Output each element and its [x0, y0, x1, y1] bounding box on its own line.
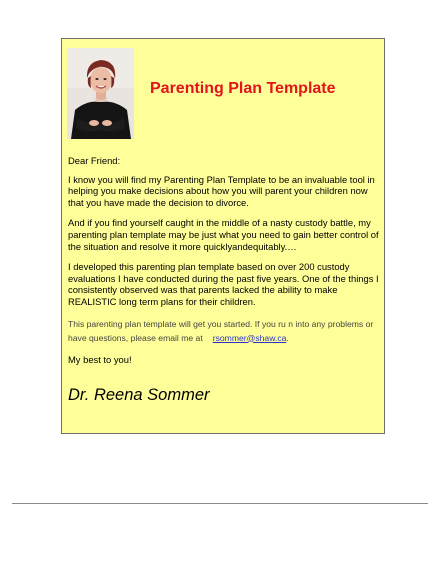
paragraph-3: I developed this parenting plan template based on over 200 custody evaluations I have conducted during the past five years. One of the things I consistently observed was that parents lacked the ability to make REALISTIC long term plans for their children. — [68, 261, 379, 307]
email-suffix: . — [286, 332, 289, 343]
email-link[interactable]: rsommer@shaw.ca — [212, 332, 287, 343]
document-title: Parenting Plan Template — [150, 80, 336, 97]
letter-body — [68, 155, 380, 374]
page-divider — [12, 503, 428, 504]
author-photo — [67, 48, 134, 139]
contact-paragraph — [68, 317, 380, 345]
paragraph-2: And if you find yourself caught in the middle of a nasty custody battle, my parenting plan template may be just what you need to gain better control of the situation and resolve it more quicklyandequitably.… — [68, 217, 379, 252]
greeting: Dear Friend: — [68, 155, 121, 166]
paragraph-1: I know you will find my Parenting Plan Template to be an invaluable tool in helping you make decisions about how you will parent your children now that you have made the decision to divorce. — [68, 173, 375, 208]
contact-text: This parenting plan template will get you started. If you ru n into any problems or have questions, please email me at — [68, 318, 374, 343]
letter-card — [61, 38, 385, 434]
signature: Dr. Reena Sommer — [68, 386, 210, 404]
closing: My best to you! — [68, 353, 132, 365]
